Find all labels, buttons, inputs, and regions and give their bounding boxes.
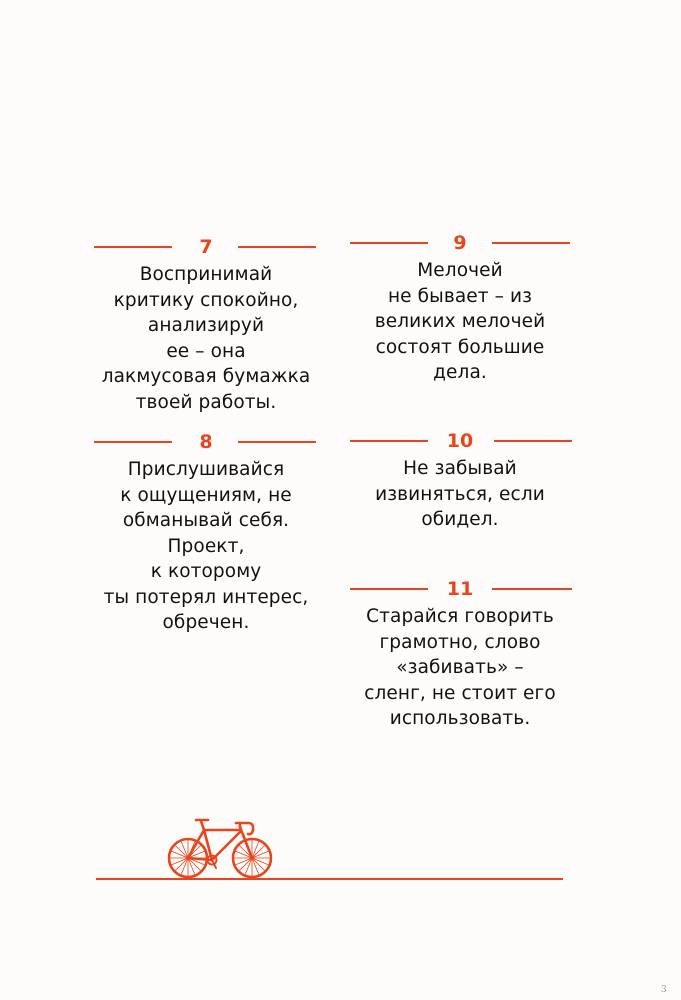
rule-header: [86, 429, 326, 455]
rule-text: Мелочей не бывает – из великих мелочей состоят большие дела.: [374, 260, 546, 383]
rule-text: Старайся говорить грамотно, слово «забивать» – сленг, не стоит его использовать.: [364, 606, 556, 729]
page-number: 3: [661, 985, 667, 995]
rule-number: 10: [446, 430, 474, 452]
divider-right: [238, 246, 316, 248]
rule-text: Не забывай извиняться, если обидел.: [375, 458, 545, 530]
rule-header: [340, 428, 580, 454]
rule-header: [86, 234, 326, 260]
rule-number: 11: [446, 578, 474, 600]
divider-right: [238, 441, 316, 443]
rule-item-8: [86, 429, 326, 636]
rule-number: 8: [199, 431, 213, 453]
rule-number: 7: [199, 236, 213, 258]
rule-text: Прислушивайся к ощущениям, не обманывай себя. Проект, к которому ты потерял интерес, обречен.: [103, 459, 309, 633]
rule-header: [340, 576, 580, 602]
bicycle-icon: [166, 810, 278, 882]
rule-text: Воспринимай критику спокойно, анализируй ее – она лакмусовая бумажка твоей работы.: [101, 264, 311, 413]
rule-header: [340, 230, 580, 256]
divider-right: [492, 588, 572, 590]
rule-item-9: [340, 230, 580, 386]
divider-right: [494, 440, 572, 442]
divider-right: [492, 242, 570, 244]
rule-item-7: [86, 234, 326, 415]
ground-line: [96, 878, 563, 880]
rule-item-10: [340, 428, 580, 533]
rule-item-11: [340, 576, 580, 732]
rule-number: 9: [453, 232, 467, 254]
